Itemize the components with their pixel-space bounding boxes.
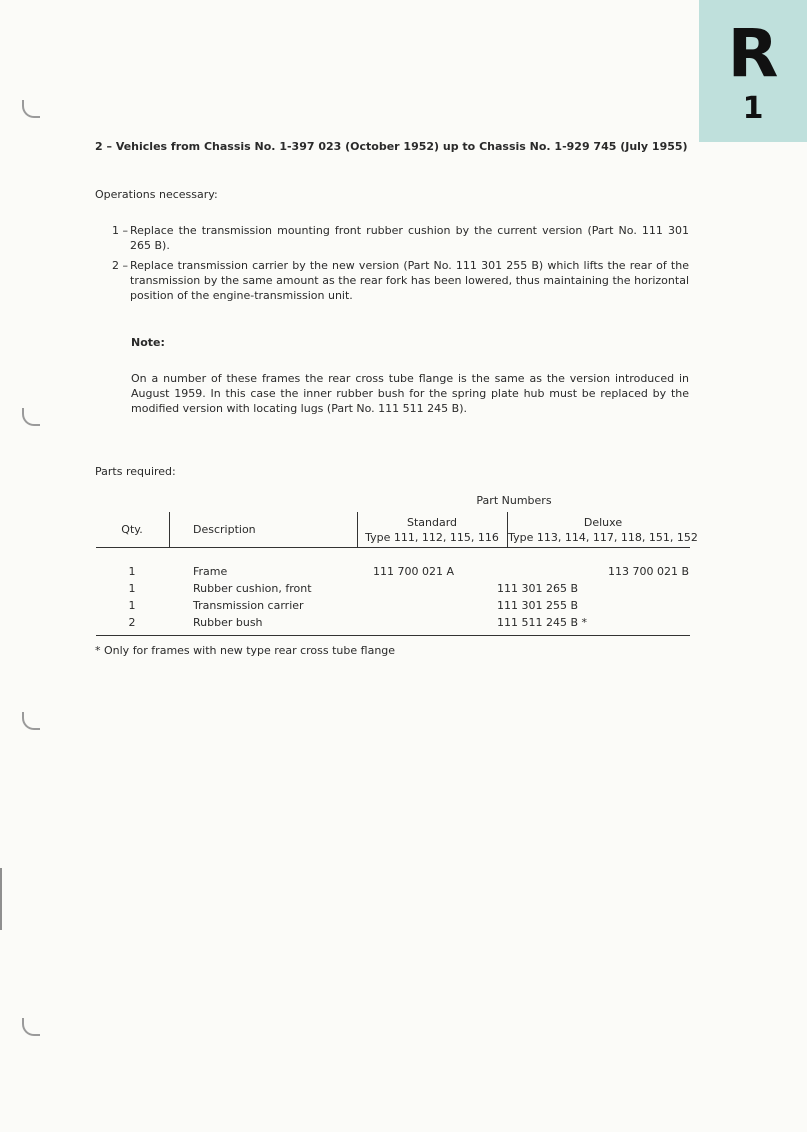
binder-hole-mark	[22, 408, 40, 426]
description-cell: Rubber bush	[193, 616, 263, 629]
description-cell: Rubber cushion, front	[193, 582, 312, 595]
description-cell: Transmission carrier	[193, 599, 304, 612]
footnote: * Only for frames with new type rear cross tube flange	[95, 644, 396, 657]
binder-hole-mark	[22, 1018, 40, 1036]
binder-hole-mark	[22, 100, 40, 118]
qty-cell: 2	[128, 616, 136, 629]
operation-text: Replace transmission carrier by the new version (Part No. 111 301 255 B) which lifts the rear of the transmission by the same amount as the rear fork has been lowered, thus maintaining the horizontal position of the engine-transmission unit.	[130, 259, 689, 302]
column-divider	[169, 512, 170, 548]
section-letter: R	[727, 15, 779, 92]
deluxe-header: Deluxe	[583, 516, 623, 529]
shared-part-cell: 111 301 255 B	[497, 599, 579, 612]
deluxe-part-cell: 113 700 021 B	[607, 565, 689, 578]
qty-header: Qty.	[121, 523, 143, 536]
binder-hole-mark	[22, 712, 40, 730]
note-text: On a number of these frames the rear cross tube flange is the same as the version introduced in August 1959. In this case the inner rubber bush for the spring plate hub must be replaced by the modified version with locating lugs (Part No. 111 511 245 B).	[131, 372, 689, 415]
qty-cell: 1	[128, 599, 136, 612]
standard-header: Standard	[406, 516, 458, 529]
operation-number: 1 –	[112, 224, 128, 237]
operations-label: Operations necessary:	[95, 188, 218, 201]
operation-number: 2 –	[112, 259, 128, 272]
qty-cell: 1	[128, 565, 136, 578]
note-title: Note:	[131, 336, 165, 349]
description-header: Description	[193, 523, 256, 536]
operation-text: Replace the transmission mounting front rubber cushion by the current version (Part No. 111 301 265 B).	[130, 224, 689, 252]
page-edge-mark	[0, 868, 6, 930]
standard-part-cell: 111 700 021 A	[373, 565, 455, 578]
standard-types-header: Type 111, 112, 115, 116	[365, 531, 499, 544]
description-cell: Frame	[193, 565, 228, 578]
column-divider	[357, 512, 358, 548]
section-number: 1	[742, 91, 764, 126]
operation-item	[112, 258, 689, 303]
parts-label: Parts required:	[95, 465, 176, 478]
shared-part-cell: 111 301 265 B	[497, 582, 579, 595]
part-numbers-header: Part Numbers	[476, 494, 552, 507]
table-bottom-rule	[96, 635, 690, 636]
section-tab	[699, 0, 807, 142]
header-rule	[96, 547, 690, 548]
operation-item	[112, 223, 689, 253]
column-divider	[507, 512, 508, 548]
shared-part-cell: 111 511 245 B *	[497, 616, 588, 629]
qty-cell: 1	[128, 582, 136, 595]
section-heading: 2 – Vehicles from Chassis No. 1-397 023 (October 1952) up to Chassis No. 1-929 745 (July 1955)	[95, 140, 688, 153]
deluxe-types-header: Type 113, 114, 117, 118, 151, 152	[508, 531, 698, 544]
